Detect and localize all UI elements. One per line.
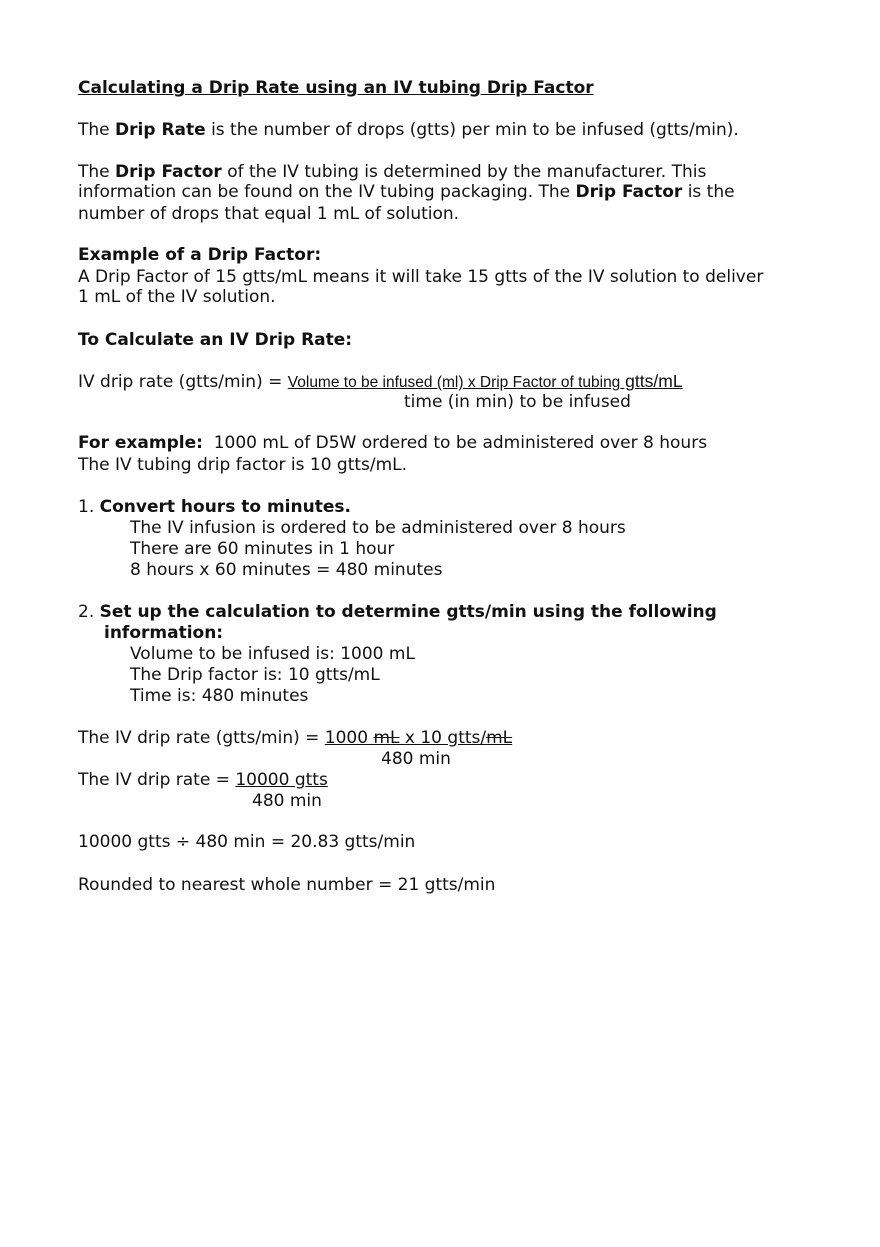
calc-2-line xyxy=(78,770,328,791)
page-title: Calculating a Drip Rate using an IV tubing Drip Factor xyxy=(78,78,594,98)
example-factor-heading: Example of a Drip Factor: xyxy=(78,245,322,265)
drip-factor-definition-line-1 xyxy=(78,162,706,183)
calc-2-denominator: 480 min xyxy=(252,791,322,811)
drip-factor-definition-line-3: number of drops that equal 1 mL of solution. xyxy=(78,204,460,224)
text: of the IV tubing is determined by the manufacturer. This xyxy=(221,162,707,182)
example-line-1 xyxy=(78,433,707,454)
drip-rate-definition xyxy=(78,120,739,141)
calc-1-factor: x 10 gtts/ xyxy=(399,728,487,748)
step-2-heading-line-1 xyxy=(78,602,717,623)
calc-2-numerator: 10000 gtts xyxy=(235,770,328,790)
formula-denominator: time (in min) to be infused xyxy=(404,392,631,412)
text: information can be found on the IV tubing packaging. The xyxy=(78,182,576,202)
formula-line xyxy=(78,371,683,393)
text: is the number of drops (gtts) per min to be infused (gtts/min). xyxy=(205,120,739,140)
step-2-heading-line-2: information: xyxy=(104,623,224,643)
text: The xyxy=(78,162,116,182)
division-result: 10000 gtts ÷ 480 min = 20.83 gtts/min xyxy=(78,832,416,852)
formula-lhs: IV drip rate (gtts/min) = xyxy=(78,372,288,392)
step-2-line: The Drip factor is: 10 gtts/mL xyxy=(130,665,380,685)
step-2-title: Set up the calculation to determine gtts/min using the following xyxy=(99,602,717,622)
step-1-line: There are 60 minutes in 1 hour xyxy=(130,539,395,559)
calc-1-cancelled-unit: mL xyxy=(486,728,513,748)
step-2-line: Time is: 480 minutes xyxy=(130,686,309,706)
calc-2-lhs: The IV drip rate = xyxy=(78,770,236,790)
step-1-line: The IV infusion is ordered to be administered over 8 hours xyxy=(130,518,626,538)
term-drip-factor: Drip Factor xyxy=(115,162,222,182)
text: is the xyxy=(682,182,735,202)
step-2-line: Volume to be infused is: 1000 mL xyxy=(130,644,415,664)
formula-numerator-text: Volume to be infused (ml) x Drip Factor of tubing xyxy=(287,374,621,391)
calc-1-denominator: 480 min xyxy=(381,749,451,769)
term-drip-rate: Drip Rate xyxy=(115,120,206,140)
step-2-number: 2. xyxy=(78,602,100,622)
example-factor-line-2: 1 mL of the IV solution. xyxy=(78,287,276,307)
step-1-number: 1. xyxy=(78,497,100,517)
example-line-2: The IV tubing drip factor is 10 gtts/mL. xyxy=(78,455,408,475)
rounded-result: Rounded to nearest whole number = 21 gtts/min xyxy=(78,875,496,895)
calc-1-volume: 1000 xyxy=(324,728,374,748)
text: The xyxy=(78,120,116,140)
step-1-heading xyxy=(78,497,351,518)
formula-numerator xyxy=(288,372,683,392)
example-factor-line-1: A Drip Factor of 15 gtts/mL means it will take 15 gtts of the IV solution to deliver xyxy=(78,267,764,287)
formula-numerator-unit: gtts/mL xyxy=(620,371,683,391)
calc-1-line xyxy=(78,728,512,749)
calc-1-lhs: The IV drip rate (gtts/min) = xyxy=(78,728,325,748)
term-drip-factor: Drip Factor xyxy=(575,182,683,202)
calc-1-numerator xyxy=(325,728,512,748)
calc-heading: To Calculate an IV Drip Rate: xyxy=(78,330,353,350)
calc-1-cancelled-unit: mL xyxy=(373,728,400,748)
drip-factor-definition-line-2 xyxy=(78,182,735,203)
example-label: For example: xyxy=(78,433,203,453)
step-1-title: Convert hours to minutes. xyxy=(99,497,351,517)
step-1-line: 8 hours x 60 minutes = 480 minutes xyxy=(130,560,443,580)
example-text: 1000 mL of D5W ordered to be administered over 8 hours xyxy=(202,433,708,453)
